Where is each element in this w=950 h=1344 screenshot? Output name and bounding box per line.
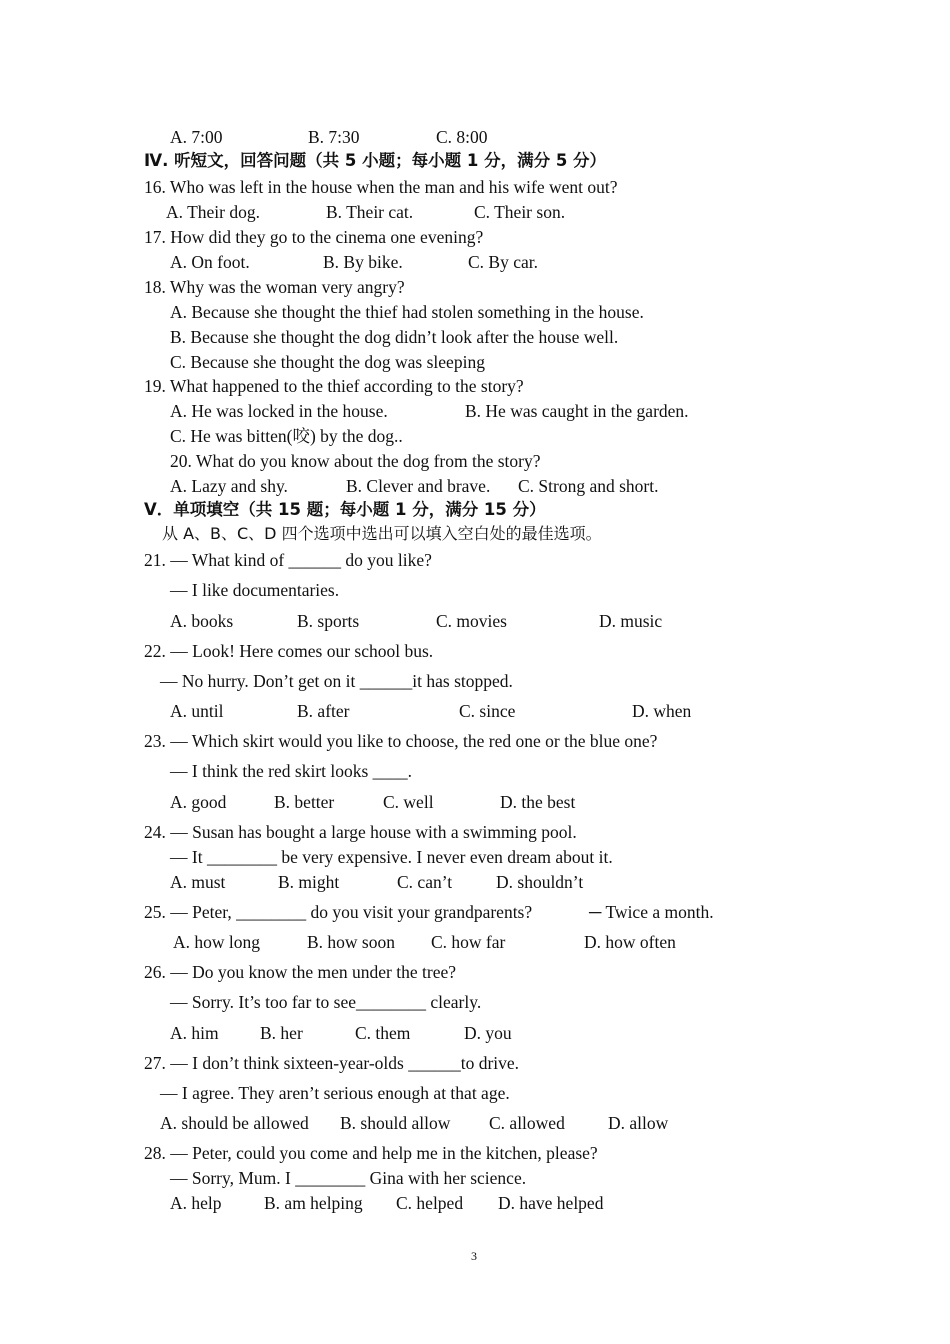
q16-option-a: A. Their dog. bbox=[166, 202, 260, 222]
q25-option-d: D. how often bbox=[584, 932, 676, 952]
q25-option-c: C. how far bbox=[431, 932, 506, 952]
q28-option-d: D. have helped bbox=[498, 1193, 604, 1213]
q24-option-a: A. must bbox=[170, 872, 226, 892]
q27-reply: — I agree. They aren’t serious enough at that age. bbox=[160, 1083, 510, 1103]
q24-reply: — It ________ be very expensive. I never even dream about it. bbox=[170, 847, 613, 867]
q23-option-a: A. good bbox=[170, 792, 227, 812]
q26-option-a: A. him bbox=[170, 1023, 219, 1043]
q18-option-c: C. Because she thought the dog was sleeping bbox=[170, 352, 485, 372]
q28-option-b: B. am helping bbox=[264, 1193, 363, 1213]
q19-option-a: A. He was locked in the house. bbox=[170, 401, 388, 421]
q16-stem: 16. Who was left in the house when the man and his wife went out? bbox=[144, 177, 618, 197]
q28-option-a: A. help bbox=[170, 1193, 222, 1213]
q25-option-a: A. how long bbox=[173, 932, 261, 952]
q26-reply: — Sorry. It’s too far to see________ clearly. bbox=[170, 992, 482, 1012]
q23-option-b: B. better bbox=[274, 792, 335, 812]
q27-option-c: C. allowed bbox=[489, 1113, 565, 1133]
q27-option-b: B. should allow bbox=[340, 1113, 451, 1133]
q15-option-c: C. 8:00 bbox=[436, 127, 488, 147]
q28-stem: 28. — Peter, could you come and help me in the kitchen, please? bbox=[144, 1143, 598, 1163]
q17-option-b: B. By bike. bbox=[323, 252, 403, 272]
q21-stem: 21. — What kind of ______ do you like? bbox=[144, 550, 432, 570]
q20-stem: 20. What do you know about the dog from the story? bbox=[170, 451, 541, 471]
q26-option-c: C. them bbox=[355, 1023, 411, 1043]
q15-option-a: A. 7:00 bbox=[170, 127, 223, 147]
q23-option-c: C. well bbox=[383, 792, 434, 812]
q23-option-d: D. the best bbox=[500, 792, 576, 812]
q28-reply: — Sorry, Mum. I ________ Gina with her science. bbox=[170, 1168, 527, 1188]
q21-option-c: C. movies bbox=[436, 611, 507, 631]
section-4-heading: Ⅳ. 听短文，回答问题（共 5 小题；每小题 1 分，满分 5 分） bbox=[144, 151, 607, 170]
q21-reply: — I like documentaries. bbox=[170, 580, 340, 600]
q18-option-b: B. Because she thought the dog didn’t look after the house well. bbox=[170, 327, 619, 347]
q19-option-b: B. He was caught in the garden. bbox=[465, 401, 689, 421]
q24-option-c: C. can’t bbox=[397, 872, 453, 892]
q23-stem: 23. — Which skirt would you like to choose, the red one or the blue one? bbox=[144, 731, 658, 751]
q21-option-d: D. music bbox=[599, 611, 663, 631]
q17-option-c: C. By car. bbox=[468, 252, 538, 272]
q23-reply: — I think the red skirt looks ____. bbox=[170, 761, 413, 781]
q18-stem: 18. Why was the woman very angry? bbox=[144, 277, 405, 297]
q21-option-b: B. sports bbox=[297, 611, 360, 631]
section-5-heading: V．单项填空（共 15 题；每小题 1 分，满分 15 分） bbox=[144, 500, 546, 519]
q24-option-b: B. might bbox=[278, 872, 340, 892]
q25-option-b: B. how soon bbox=[307, 932, 395, 952]
q20-option-c: C. Strong and short. bbox=[518, 476, 659, 496]
q19-stem: 19. What happened to the thief according to the story? bbox=[144, 376, 524, 396]
q28-option-c: C. helped bbox=[396, 1193, 464, 1213]
section-5-instruction: 从 A、B、C、D 四个选项中选出可以填入空白处的最佳选项。 bbox=[162, 524, 602, 543]
q27-option-a: A. should be allowed bbox=[160, 1113, 309, 1133]
q27-option-d: D. allow bbox=[608, 1113, 669, 1133]
q18-option-a: A. Because she thought the thief had stolen something in the house. bbox=[170, 302, 644, 322]
q22-option-c: C. since bbox=[459, 701, 516, 721]
q20-option-a: A. Lazy and shy. bbox=[170, 476, 288, 496]
q16-option-b: B. Their cat. bbox=[326, 202, 414, 222]
q26-stem: 26. — Do you know the men under the tree? bbox=[144, 962, 457, 982]
q21-option-a: A. books bbox=[170, 611, 234, 631]
q22-option-d: D. when bbox=[632, 701, 692, 721]
q25-reply: ─ Twice a month. bbox=[589, 902, 714, 922]
q27-stem: 27. — I don’t think sixteen-year-olds ______to drive. bbox=[144, 1053, 520, 1073]
q22-stem: 22. — Look! Here comes our school bus. bbox=[144, 641, 434, 661]
q24-stem: 24. — Susan has bought a large house with a swimming pool. bbox=[144, 822, 577, 842]
q17-option-a: A. On foot. bbox=[170, 252, 250, 272]
q22-reply: — No hurry. Don’t get on it ______it has stopped. bbox=[160, 671, 513, 691]
q17-stem: 17. How did they go to the cinema one evening? bbox=[144, 227, 484, 247]
q26-option-b: B. her bbox=[260, 1023, 303, 1043]
q22-option-a: A. until bbox=[170, 701, 224, 721]
q22-option-b: B. after bbox=[297, 701, 350, 721]
q20-option-b: B. Clever and brave. bbox=[346, 476, 491, 496]
q26-option-d: D. you bbox=[464, 1023, 512, 1043]
q19-option-c: C. He was bitten(咬) by the dog.. bbox=[170, 426, 403, 446]
page-number: 3 bbox=[471, 1249, 477, 1263]
q24-option-d: D. shouldn’t bbox=[496, 872, 584, 892]
q15-option-b: B. 7:30 bbox=[308, 127, 360, 147]
q16-option-c: C. Their son. bbox=[474, 202, 566, 222]
q25-stem: 25. — Peter, ________ do you visit your grandparents? bbox=[144, 902, 533, 922]
